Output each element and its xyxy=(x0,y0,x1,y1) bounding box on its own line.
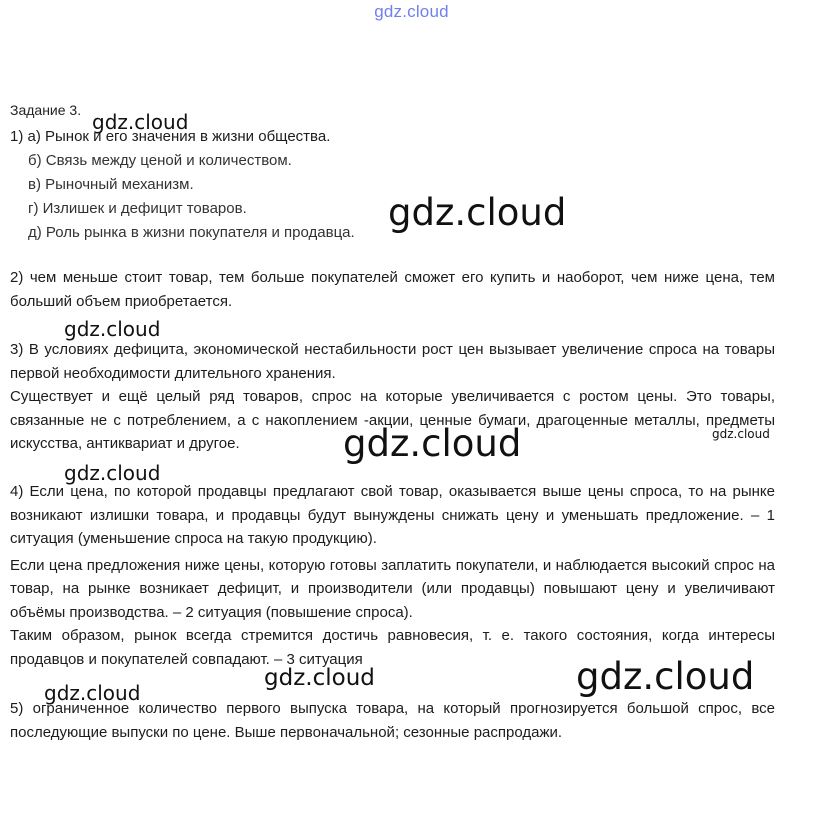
answer-4-paragraph: Если цена предложения ниже цены, которую готовы заплатить покупатели, и наблюдается высокий спрос на товар, на рынке возникает дефицит, и производители (или продавцы) повышают цену и увеличивают объёмы производства. – 2 ситуация (повышение спроса). xyxy=(10,556,775,621)
top-watermark: gdz.cloud xyxy=(374,2,449,21)
answer-4-paragraph: 4) Если цена, по которой продавцы предлагают свой товар, оказывается выше цены спроса, то на рынке возникают излишки товара, и продавцы будут вынуждены снижать цену и уменьшать предложение. – 1 ситуация (уменьшение спроса на такую продукцию). xyxy=(10,483,775,547)
task-heading: Задание 3. xyxy=(10,102,82,118)
watermark-overlay: gdz.cloud xyxy=(388,191,567,234)
answer-1-label: 1) а) Рынок и его значения в жизни общества. xyxy=(10,128,331,145)
watermark-overlay: gdz.cloud xyxy=(712,427,770,441)
answer-2-text: 2) чем меньше стоит товар, тем больше покупателей сможет его купить и наоборот, чем ниже цена, тем больший объем приобретается. xyxy=(10,269,775,310)
answer-5-text: 5) ограниченное количество первого выпуска товара, на который прогнозируется большой спрос, все последующие выпуски по цене. Выше первоначальной; сезонные распродажи. xyxy=(10,700,775,741)
answer-1-item: б) Связь между ценой и количеством. xyxy=(28,152,292,169)
answer-4-paragraph: Таким образом, рынок всегда стремится достичь равновесия, т. е. такого состояния, когда интересы продавцов и покупателей совпадают. – 3 ситуация xyxy=(10,627,775,668)
watermark-overlay: gdz.cloud xyxy=(64,461,161,485)
answer-1 xyxy=(10,125,355,245)
answer-3-paragraph: Существует и ещё целый ряд товаров, спрос на которые увеличивается с ростом цены. Это товары, связанные не с потреблением, а с накоплением -акции, ценные бумаги, драгоценные металлы, предметы искусства, антиквариат и другое. xyxy=(10,388,775,452)
answer-1-item: д) Роль рынка в жизни покупателя и продавца. xyxy=(28,224,355,241)
watermark-overlay: gdz.cloud xyxy=(576,655,755,698)
watermark-overlay: gdz.cloud xyxy=(64,317,161,341)
answer-1-item: г) Излишек и дефицит товаров. xyxy=(28,200,247,217)
answer-4 xyxy=(10,480,775,671)
answer-1-item: в) Рыночный механизм. xyxy=(28,176,194,193)
answer-3-paragraph: 3) В условиях дефицита, экономической нестабильности рост цен вызывает увеличение спроса на товары первой необходимости длительного хранения. xyxy=(10,341,775,382)
answer-2 xyxy=(10,266,775,313)
watermark-overlay: gdz.cloud xyxy=(343,422,522,465)
watermark-overlay: gdz.cloud xyxy=(264,665,375,691)
watermark-overlay: gdz.cloud xyxy=(44,681,141,705)
watermark-overlay: gdz.cloud xyxy=(92,110,189,134)
